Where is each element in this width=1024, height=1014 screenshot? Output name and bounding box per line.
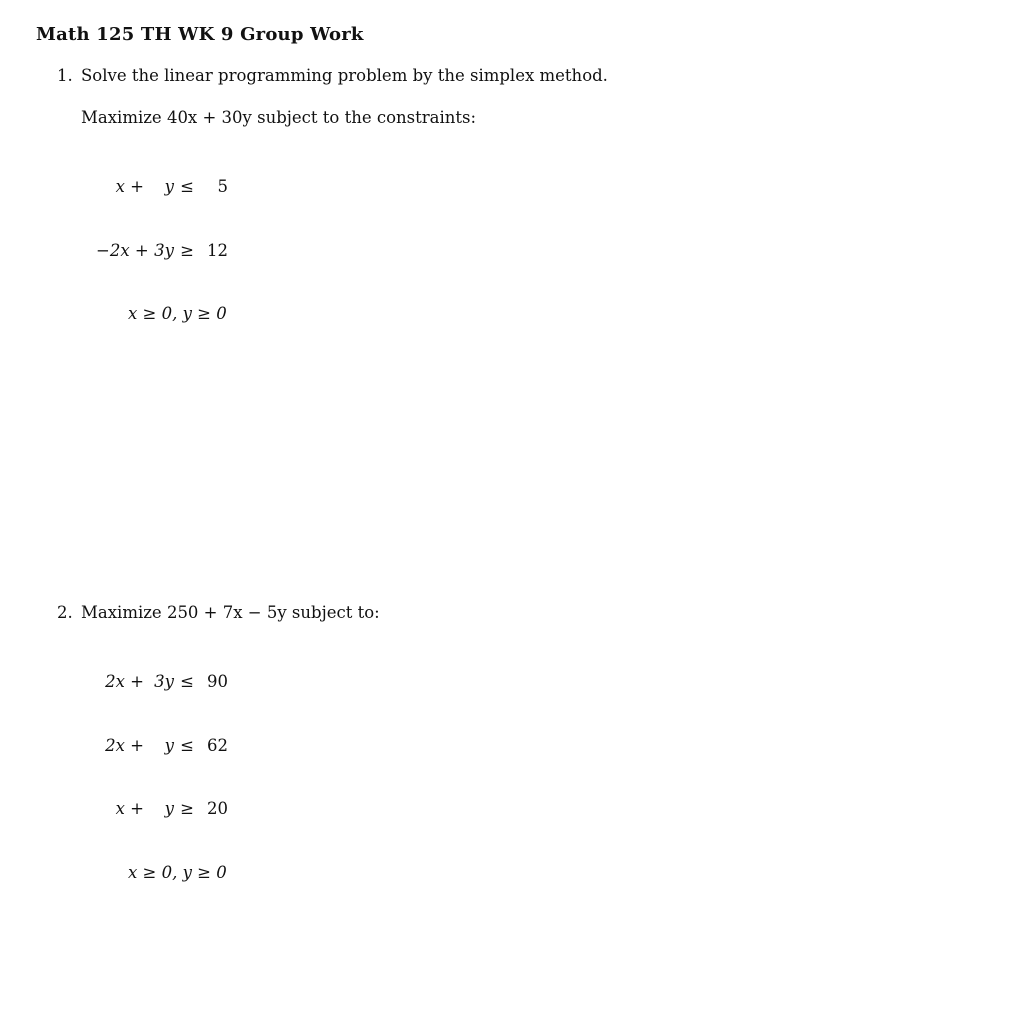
constraint-row: [96, 735, 228, 757]
constraint-operator: ≥: [180, 240, 194, 260]
constraint-operator: ≤: [180, 735, 194, 755]
constraint-lhs-2: y: [164, 177, 174, 196]
constraint-rhs: 62: [207, 735, 228, 755]
constraint-rhs: 12: [207, 240, 228, 260]
constraint-lhs-1: x +: [115, 799, 144, 818]
constraint-lhs-2: 3y: [154, 672, 174, 691]
question-1-number: 1.: [57, 66, 73, 85]
constraint-rhs: 20: [207, 799, 228, 818]
constraint-rhs: 90: [207, 672, 228, 691]
page-title: Math 125 TH WK 9 Group Work: [36, 24, 364, 45]
question-1-constraints: [96, 134, 228, 346]
question-1-prompt: [57, 66, 608, 85]
constraint-lhs-2: y: [164, 735, 174, 755]
constraint-row: [96, 671, 228, 693]
constraint-row: [96, 240, 228, 262]
question-1-objective: Maximize 40x + 30y subject to the constraints:: [81, 108, 477, 127]
constraint-lhs-1: −2x +: [96, 240, 149, 260]
nonnegativity-constraint: x ≥ 0, y ≥ 0: [128, 304, 227, 323]
constraint-row: [96, 798, 228, 820]
constraint-lhs-1: 2x +: [105, 735, 144, 755]
constraint-rhs: 5: [217, 177, 228, 196]
question-2-text: Maximize 250 + 7x − 5y subject to:: [81, 603, 380, 622]
nonnegativity-row: [96, 862, 228, 884]
question-2-objective: [57, 603, 380, 622]
question-2-constraints: [96, 629, 228, 904]
question-2-number: 2.: [57, 603, 73, 622]
constraint-operator: ≤: [180, 177, 194, 196]
constraint-lhs-1: x +: [115, 177, 144, 196]
constraint-lhs-1: 2x +: [105, 672, 144, 691]
constraint-operator: ≥: [180, 799, 194, 818]
nonnegativity-constraint: x ≥ 0, y ≥ 0: [128, 862, 227, 882]
constraint-lhs-2: 3y: [154, 240, 174, 260]
constraint-lhs-2: y: [164, 799, 174, 818]
constraint-row: [96, 176, 228, 198]
constraint-operator: ≤: [180, 672, 194, 691]
question-1-text: Solve the linear programming problem by the simplex method.: [81, 66, 608, 85]
nonnegativity-row: [96, 303, 228, 325]
